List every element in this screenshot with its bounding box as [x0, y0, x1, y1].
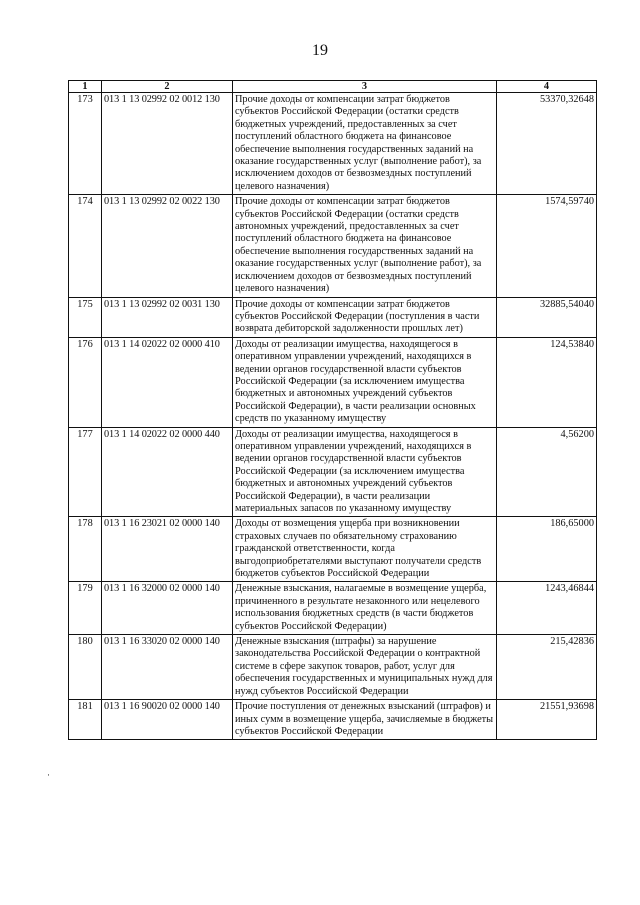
table-row	[69, 700, 597, 740]
description-cell: Прочие поступления от денежных взысканий (штрафов) и иных сумм в возмещение ущерба, зачисляемые в бюджеты субъектов Российской Федерации	[233, 700, 497, 740]
description-cell: Прочие доходы от компенсации затрат бюджетов субъектов Российской Федерации (остатки средств автономных учреждений, предоставленных за счет поступлений областного бюджета на финансовое обеспечение выполнения государственных заданий на оказание государственных услуг (выполнение работ), за исключением доходов от безвозмездных поступлений целевого назначения)	[233, 195, 497, 297]
description-cell: Доходы от реализации имущества, находящегося в оперативном управлении учреждений, находящихся в ведении органов государственной власти субъектов Российской Федерации (за исключением имущества бюджетных и автономных учреждений субъектов Российской Федерации), в части реализации материальных запасов по указанному имуществу	[233, 427, 497, 517]
table-body	[69, 93, 597, 740]
budget-code-cell: 013 1 16 33020 02 0000 140	[102, 635, 233, 700]
table-row	[69, 635, 597, 700]
row-number-cell: 176	[69, 337, 102, 427]
column-header: 1	[69, 81, 102, 93]
amount-cell: 215,42836	[497, 635, 597, 700]
row-number-cell: 180	[69, 635, 102, 700]
table-row	[69, 582, 597, 635]
row-number-cell: 175	[69, 297, 102, 337]
description-cell: Прочие доходы от компенсации затрат бюджетов субъектов Российской Федерации (остатки средств бюджетных учреждений, предоставленных за счет поступлений областного бюджета на финансовое обеспечение выполнения государственных заданий на оказание государственных услуг (выполнение работ), за исключением доходов от безвозмездных поступлений целевого назначения)	[233, 93, 497, 195]
amount-cell: 53370,32648	[497, 93, 597, 195]
amount-cell: 1574,59740	[497, 195, 597, 297]
amount-cell: 124,53840	[497, 337, 597, 427]
description-cell: Доходы от возмещения ущерба при возникновении страховых случаев по обязательному страхованию гражданской ответственности, когда выгодоприобретателями выступают получатели средств бюджетов субъектов Российской Федерации	[233, 517, 497, 582]
row-number-cell: 174	[69, 195, 102, 297]
description-cell: Прочие доходы от компенсации затрат бюджетов субъектов Российской Федерации (поступления в части возврата дебиторской задолженности прошлых лет)	[233, 297, 497, 337]
revenue-table	[68, 80, 597, 740]
budget-code-cell: 013 1 16 90020 02 0000 140	[102, 700, 233, 740]
amount-cell: 186,65000	[497, 517, 597, 582]
budget-code-cell: 013 1 13 02992 02 0022 130	[102, 195, 233, 297]
row-number-cell: 179	[69, 582, 102, 635]
table-row	[69, 297, 597, 337]
description-cell: Доходы от реализации имущества, находящегося в оперативном управлении учреждений, находящихся в ведении органов государственной власти субъектов Российской Федерации (за исключением имущества бюджетных и автономных учреждений субъектов Российской Федерации), в части реализации основных средств по указанному имуществу	[233, 337, 497, 427]
table-row	[69, 195, 597, 297]
budget-code-cell: 013 1 13 02992 02 0012 130	[102, 93, 233, 195]
budget-code-cell: 013 1 13 02992 02 0031 130	[102, 297, 233, 337]
budget-code-cell: 013 1 16 23021 02 0000 140	[102, 517, 233, 582]
description-cell: Денежные взыскания (штрафы) за нарушение законодательства Российской Федерации о контрактной системе в сфере закупок товаров, работ, услуг для обеспечения государственных и муниципальных нужд для нужд субъектов Российской Федерации	[233, 635, 497, 700]
margin-mark: ·	[47, 770, 50, 780]
table-row	[69, 337, 597, 427]
column-header: 3	[233, 81, 497, 93]
table-row	[69, 93, 597, 195]
budget-code-cell: 013 1 14 02022 02 0000 410	[102, 337, 233, 427]
row-number-cell: 173	[69, 93, 102, 195]
column-header: 2	[102, 81, 233, 93]
amount-cell: 1243,46844	[497, 582, 597, 635]
table-row	[69, 427, 597, 517]
description-cell: Денежные взыскания, налагаемые в возмещение ущерба, причиненного в результате незаконного или нецелевого использования бюджетных средств (в части бюджетов субъектов Российской Федерации)	[233, 582, 497, 635]
page-number: 19	[312, 42, 328, 59]
table-row	[69, 517, 597, 582]
row-number-cell: 177	[69, 427, 102, 517]
column-header: 4	[497, 81, 597, 93]
budget-code-cell: 013 1 14 02022 02 0000 440	[102, 427, 233, 517]
row-number-cell: 178	[69, 517, 102, 582]
budget-code-cell: 013 1 16 32000 02 0000 140	[102, 582, 233, 635]
row-number-cell: 181	[69, 700, 102, 740]
amount-cell: 32885,54040	[497, 297, 597, 337]
amount-cell: 4,56200	[497, 427, 597, 517]
amount-cell: 21551,93698	[497, 700, 597, 740]
table-header-row	[69, 81, 597, 93]
